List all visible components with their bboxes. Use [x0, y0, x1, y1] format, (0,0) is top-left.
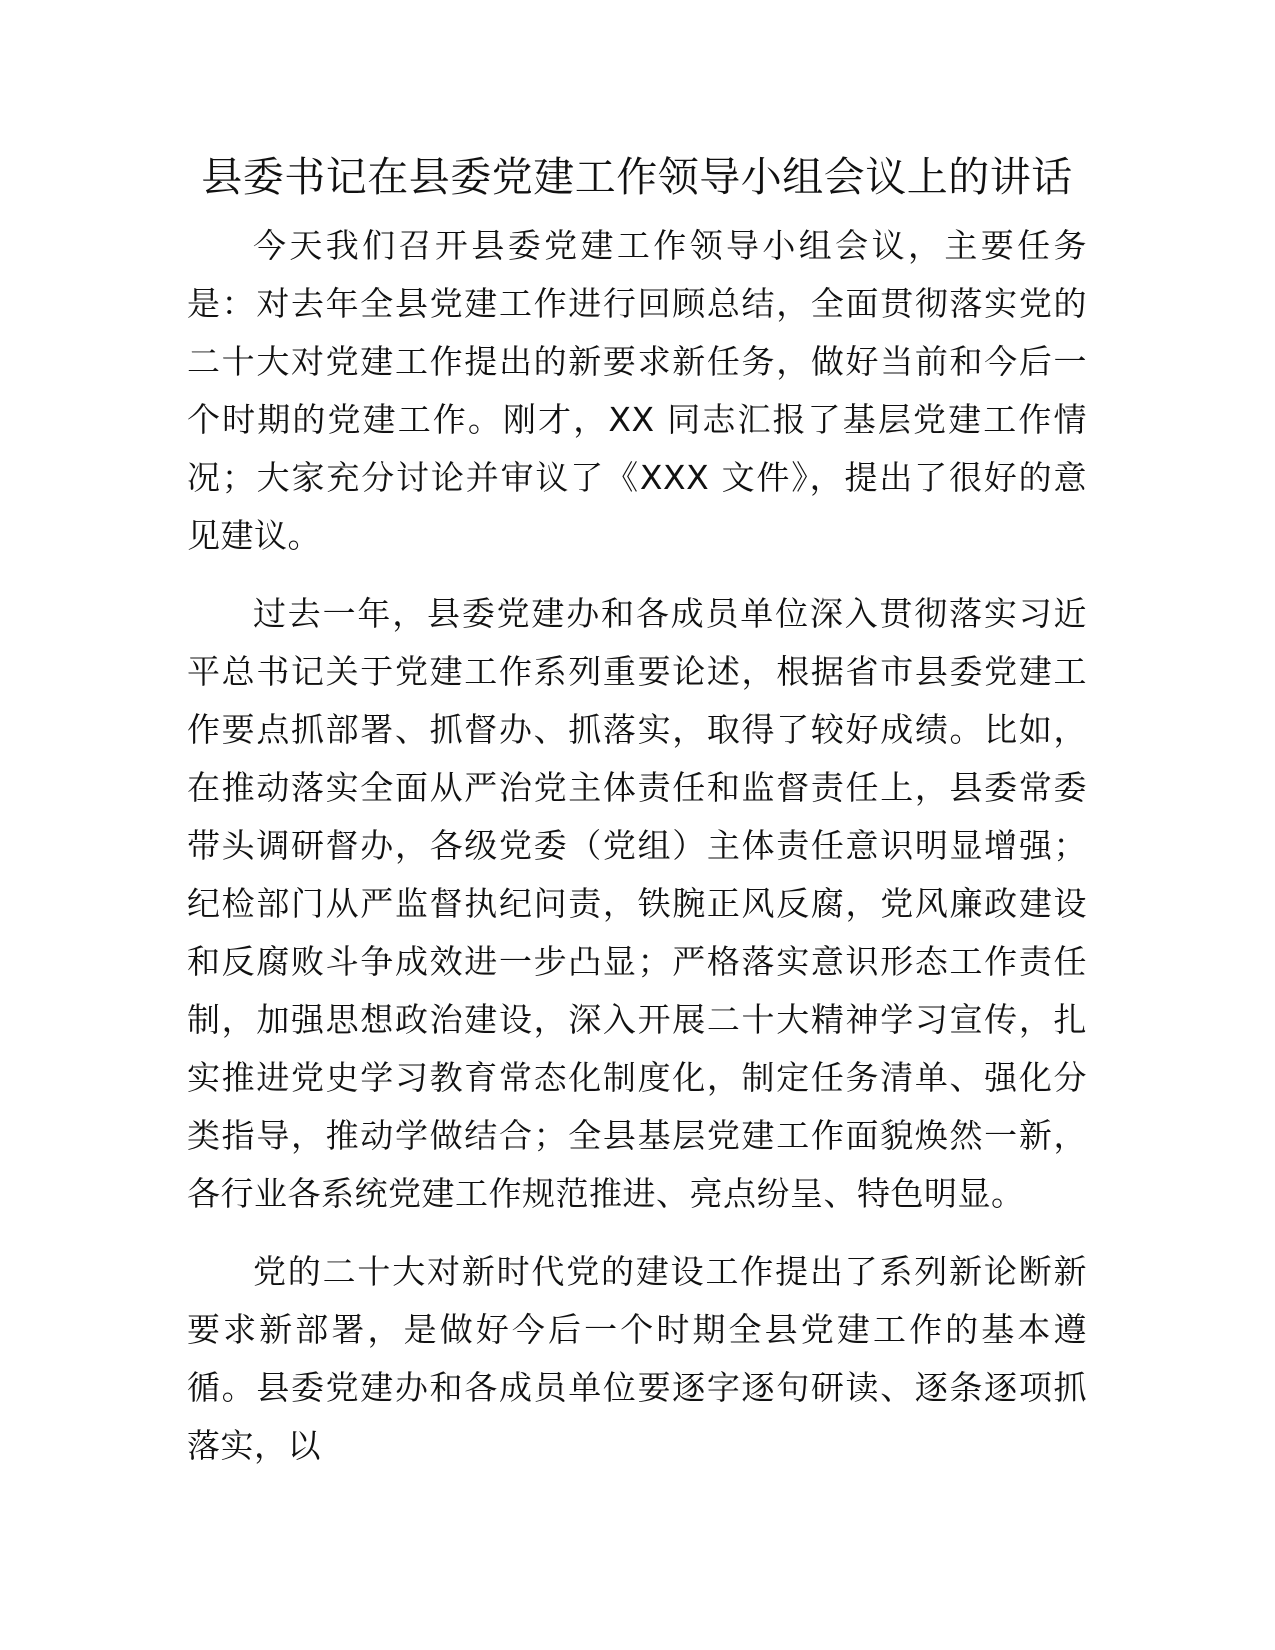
paragraph-3: 党的二十大对新时代党的建设工作提出了系列新论断新要求新部署，是做好今后一个时期全县党建工作的基本遵循。县委党建办和各成员单位要逐字逐句研读、逐条逐项抓落实，以: [187, 1252, 1087, 1465]
document-title: 县委书记在县委党建工作领导小组会议上的讲话: [201, 153, 1073, 201]
paragraph-1: 今天我们召开县委党建工作领导小组会议，主要任务是：对去年全县党建工作进行回顾总结，全面贯彻落实党的二十大对党建工作提出的新要求新任务，做好当前和今后一个时期的党建工作。刚才，XX 同志汇报了基层党建工作情况；大家充分讨论并审议了《XXX 文件》，提出了很好的意见建议。: [187, 226, 1087, 555]
document-body: [187, 150, 1087, 1475]
paragraph-2: 过去一年，县委党建办和各成员单位深入贯彻落实习近平总书记关于党建工作系列重要论述，根据省市县委党建工作要点抓部署、抓督办、抓落实，取得了较好成绩。比如，在推动落实全面从严治党主体责任和监督责任上，县委常委带头调研督办，各级党委（党组）主体责任意识明显增强；纪检部门从严监督执纪问责，铁腕正风反腐，党风廉政建设和反腐败斗争成效进一步凸显；严格落实意识形态工作责任制，加强思想政治建设，深入开展二十大精神学习宣传，扎实推进党史学习教育常态化制度化，制定任务清单、强化分类指导，推动学做结合；全县基层党建工作面貌焕然一新，各行业各系统党建工作规范推进、亮点纷呈、特色明显。: [187, 594, 1087, 1213]
